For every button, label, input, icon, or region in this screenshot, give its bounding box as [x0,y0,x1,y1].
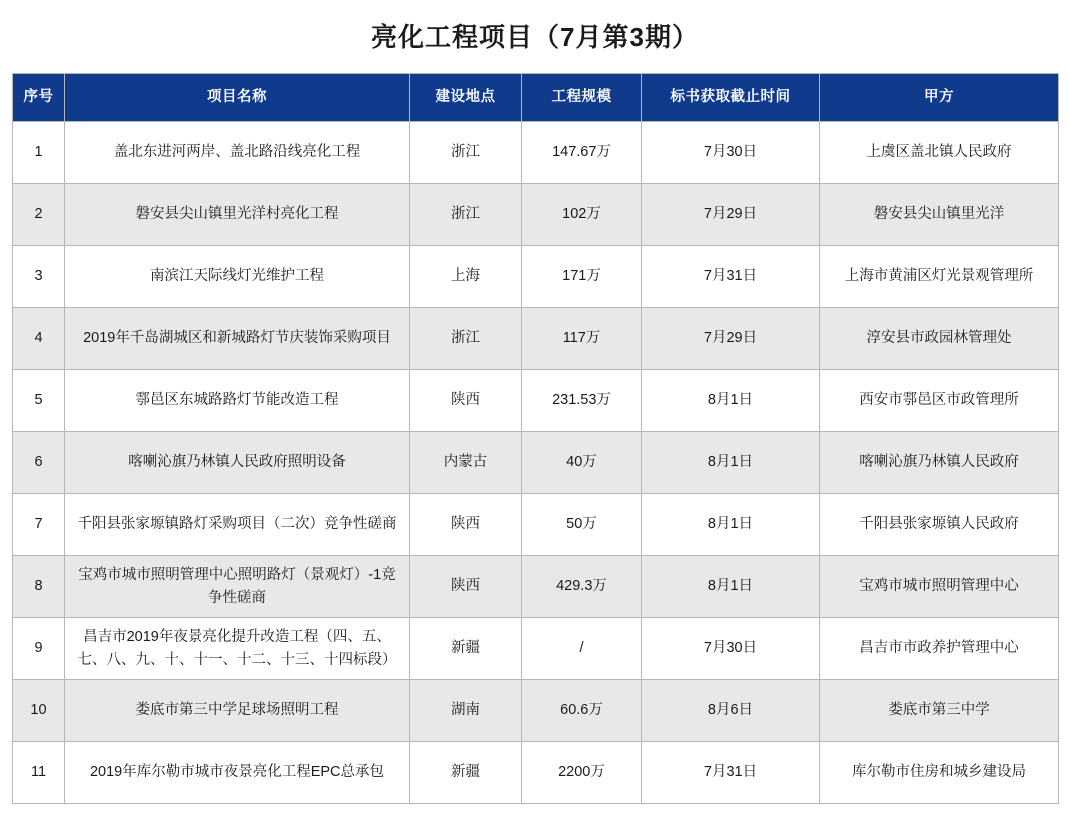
cell-location: 新疆 [410,618,522,680]
cell-scale: 40万 [522,432,642,494]
cell-scale: 60.6万 [522,680,642,742]
cell-index: 7 [13,494,65,556]
page-title: 亮化工程项目（7月第3期） [371,22,699,52]
cell-scale: 2200万 [522,742,642,804]
cell-index: 11 [13,742,65,804]
column-header-owner: 甲方 [820,74,1059,122]
table-row [13,308,1059,370]
table-body [13,122,1059,804]
cell-owner: 昌吉市市政养护管理中心 [820,618,1059,680]
cell-name: 2019年千岛湖城区和新城路灯节庆装饰采购项目 [65,308,410,370]
column-header-name: 项目名称 [65,74,410,122]
cell-owner: 磐安县尖山镇里光洋 [820,184,1059,246]
cell-location: 浙江 [410,308,522,370]
cell-owner: 千阳县张家塬镇人民政府 [820,494,1059,556]
cell-location: 湖南 [410,680,522,742]
table-row [13,370,1059,432]
cell-index: 10 [13,680,65,742]
cell-deadline: 7月29日 [642,184,820,246]
cell-scale: 429.3万 [522,556,642,618]
cell-name: 千阳县张家塬镇路灯采购项目（二次）竞争性磋商 [65,494,410,556]
cell-scale: 147.67万 [522,122,642,184]
cell-owner: 上虞区盖北镇人民政府 [820,122,1059,184]
cell-index: 9 [13,618,65,680]
cell-location: 陕西 [410,370,522,432]
cell-location: 陕西 [410,556,522,618]
cell-scale: 171万 [522,246,642,308]
cell-deadline: 7月31日 [642,742,820,804]
cell-name: 南滨江天际线灯光维护工程 [65,246,410,308]
cell-deadline: 8月6日 [642,680,820,742]
cell-name: 宝鸡市城市照明管理中心照明路灯（景观灯）-1竞争性磋商 [65,556,410,618]
table-row [13,184,1059,246]
cell-deadline: 8月1日 [642,556,820,618]
cell-name: 喀喇沁旗乃林镇人民政府照明设备 [65,432,410,494]
cell-location: 陕西 [410,494,522,556]
cell-owner: 淳安县市政园林管理处 [820,308,1059,370]
cell-deadline: 7月30日 [642,122,820,184]
column-header-scale: 工程规模 [522,74,642,122]
cell-deadline: 7月30日 [642,618,820,680]
cell-location: 内蒙古 [410,432,522,494]
cell-deadline: 8月1日 [642,494,820,556]
cell-location: 上海 [410,246,522,308]
cell-deadline: 8月1日 [642,370,820,432]
cell-deadline: 7月29日 [642,308,820,370]
column-header-index: 序号 [13,74,65,122]
cell-index: 2 [13,184,65,246]
cell-name: 昌吉市2019年夜景亮化提升改造工程（四、五、七、八、九、十、十一、十二、十三、十四标段） [65,618,410,680]
cell-name: 磐安县尖山镇里光洋村亮化工程 [65,184,410,246]
cell-index: 3 [13,246,65,308]
table-row [13,494,1059,556]
table-row [13,122,1059,184]
cell-owner: 库尔勒市住房和城乡建设局 [820,742,1059,804]
cell-index: 8 [13,556,65,618]
table-row [13,556,1059,618]
table-row [13,618,1059,680]
cell-deadline: 7月31日 [642,246,820,308]
cell-index: 5 [13,370,65,432]
cell-owner: 娄底市第三中学 [820,680,1059,742]
projects-table [12,73,1059,804]
cell-name: 2019年库尔勒市城市夜景亮化工程EPC总承包 [65,742,410,804]
table-row [13,680,1059,742]
table-header-row [13,74,1059,122]
cell-deadline: 8月1日 [642,432,820,494]
table-header [13,74,1059,122]
table-row [13,246,1059,308]
cell-scale: 102万 [522,184,642,246]
cell-scale: 50万 [522,494,642,556]
cell-owner: 喀喇沁旗乃林镇人民政府 [820,432,1059,494]
cell-scale: 117万 [522,308,642,370]
cell-index: 6 [13,432,65,494]
column-header-location: 建设地点 [410,74,522,122]
cell-location: 浙江 [410,184,522,246]
cell-scale: / [522,618,642,680]
cell-owner: 西安市鄠邑区市政管理所 [820,370,1059,432]
cell-location: 浙江 [410,122,522,184]
cell-location: 新疆 [410,742,522,804]
cell-scale: 231.53万 [522,370,642,432]
table-row [13,432,1059,494]
cell-name: 娄底市第三中学足球场照明工程 [65,680,410,742]
cell-index: 1 [13,122,65,184]
table-row [13,742,1059,804]
cell-index: 4 [13,308,65,370]
cell-owner: 上海市黄浦区灯光景观管理所 [820,246,1059,308]
column-header-deadline: 标书获取截止时间 [642,74,820,122]
cell-owner: 宝鸡市城市照明管理中心 [820,556,1059,618]
cell-name: 盖北东进河两岸、盖北路沿线亮化工程 [65,122,410,184]
cell-name: 鄠邑区东城路路灯节能改造工程 [65,370,410,432]
